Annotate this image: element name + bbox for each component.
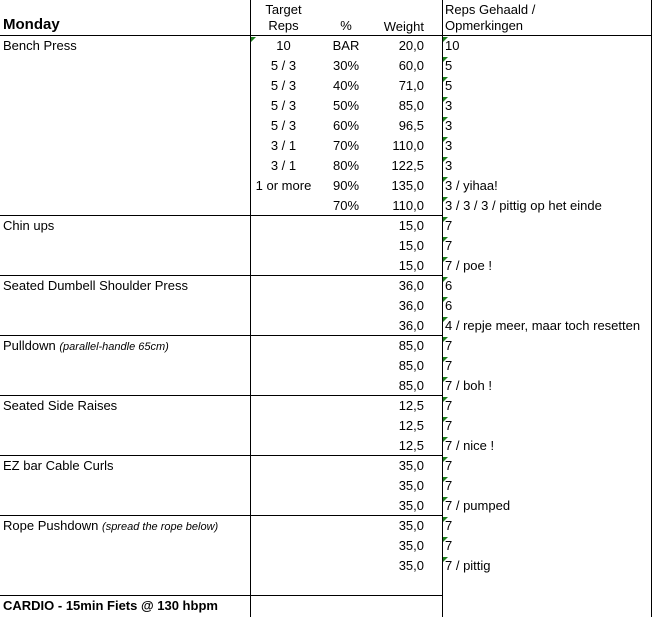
weight-cell: 96,5: [398, 118, 424, 133]
weight-cell: 35,0: [398, 538, 424, 553]
percent-cell: [317, 556, 375, 576]
comment-indicator-icon: [443, 137, 448, 142]
weight-cell: 85,0: [398, 338, 424, 353]
set-row: [0, 156, 652, 176]
reps-cell: 7: [445, 338, 453, 353]
comment-indicator-icon: [443, 437, 448, 442]
reps-cell: 3 / yihaa!: [445, 178, 498, 193]
weight-cell: 36,0: [398, 298, 424, 313]
weight-cell: 71,0: [398, 78, 424, 93]
set-row: [0, 176, 652, 196]
set-row: [0, 496, 652, 516]
reps-cell: 5: [445, 58, 453, 73]
target-reps-cell: 3 / 1: [270, 138, 297, 153]
percent-cell: [317, 316, 375, 336]
comment-indicator-icon: [443, 97, 448, 102]
set-row: [0, 316, 652, 336]
reps-cell: 7: [445, 518, 453, 533]
exercise-label: EZ bar Cable Curls: [3, 458, 114, 473]
weight-cell: 85,0: [398, 358, 424, 373]
percent-cell: [317, 336, 375, 356]
comment-indicator-icon: [443, 337, 448, 342]
percent-cell: 40%: [332, 78, 360, 93]
target-reps-cell: 5 / 3: [270, 118, 297, 133]
target-reps-cell: [250, 376, 317, 396]
set-row: [0, 56, 652, 76]
comment-indicator-icon: [443, 177, 448, 182]
set-row: [0, 476, 652, 496]
weight-cell: 36,0: [398, 278, 424, 293]
target-reps-cell: [250, 436, 317, 456]
target-reps-cell: [250, 336, 317, 356]
percent-cell: [317, 476, 375, 496]
weight-cell: 36,0: [398, 318, 424, 333]
target-reps-cell: [250, 236, 317, 256]
comment-indicator-icon: [443, 237, 448, 242]
exercise-label: Seated Dumbell Shoulder Press: [3, 278, 188, 293]
weight-cell: 35,0: [398, 458, 424, 473]
reps-cell: 6: [445, 298, 453, 313]
set-row: [0, 516, 652, 536]
set-row: [0, 336, 652, 356]
comment-indicator-icon: [443, 57, 448, 62]
reps-cell: 7: [445, 218, 453, 233]
percent-cell: 30%: [332, 58, 360, 73]
target-reps-cell: [250, 256, 317, 276]
set-row: [0, 236, 652, 256]
exercise-name: [3, 396, 117, 416]
exercise-name: [3, 276, 188, 296]
comment-indicator-icon: [443, 217, 448, 222]
comment-indicator-icon: [443, 557, 448, 562]
comment-indicator-icon: [443, 197, 448, 202]
set-row: [0, 136, 652, 156]
set-row: [0, 556, 652, 576]
reps-cell: 7 / boh !: [445, 378, 492, 393]
target-reps-cell: 5 / 3: [270, 58, 297, 73]
comment-indicator-icon: [443, 517, 448, 522]
reps-cell: 3: [445, 138, 453, 153]
exercise-label: Seated Side Raises: [3, 398, 118, 413]
weight-cell: 122,5: [391, 158, 424, 173]
day-title: Monday: [3, 16, 60, 33]
target-reps-cell: [250, 496, 317, 516]
exercise-name: [3, 516, 218, 536]
percent-cell: [317, 376, 375, 396]
percent-cell: 70%: [332, 138, 360, 153]
comment-indicator-icon: [443, 297, 448, 302]
comment-indicator-icon: [443, 477, 448, 482]
weight-cell: 15,0: [398, 238, 424, 253]
reps-cell: 3: [445, 118, 453, 133]
percent-cell: 50%: [332, 98, 360, 113]
target-reps-cell: 10: [276, 38, 291, 53]
reps-cell: 7 / pittig: [445, 558, 491, 573]
set-row: [0, 116, 652, 136]
percent-cell: 70%: [332, 198, 360, 213]
percent-cell: 80%: [332, 158, 360, 173]
weight-header: Weight: [383, 19, 424, 34]
percent-cell: [317, 416, 375, 436]
weight-cell: 85,0: [398, 98, 424, 113]
comment-indicator-icon: [251, 37, 256, 42]
weight-cell: 35,0: [398, 478, 424, 493]
comment-indicator-icon: [443, 397, 448, 402]
reps-cell: 5: [445, 78, 453, 93]
target-reps-cell: [250, 516, 317, 536]
comment-indicator-icon: [443, 77, 448, 82]
reps-cell: 7: [445, 358, 453, 373]
set-row: [0, 536, 652, 556]
set-row: [0, 216, 652, 236]
percent-cell: [317, 396, 375, 416]
percent-cell: [317, 436, 375, 456]
set-row: [0, 416, 652, 436]
exercise-note: (parallel-handle 65cm): [59, 341, 169, 353]
reps-cell: 7: [445, 418, 453, 433]
reps-cell: 7: [445, 238, 453, 253]
set-row: [0, 196, 652, 216]
percent-cell: [317, 496, 375, 516]
percent-cell: [317, 456, 375, 476]
target-reps-cell: 5 / 3: [270, 98, 297, 113]
reps-cell: 7 / poe !: [445, 258, 492, 273]
target-reps-cell: [250, 536, 317, 556]
target-reps-cell: [250, 216, 317, 236]
reps-achieved-header: Reps Gehaald / Opmerkingen: [445, 2, 536, 33]
percent-cell: [317, 296, 375, 316]
target-reps-cell: [250, 316, 317, 336]
target-reps-cell: 1 or more: [255, 178, 312, 193]
weight-cell: 60,0: [398, 58, 424, 73]
comment-indicator-icon: [443, 357, 448, 362]
reps-cell: 7 / nice !: [445, 438, 495, 453]
target-reps-cell: [250, 396, 317, 416]
comment-indicator-icon: [443, 537, 448, 542]
exercise-name: [3, 336, 169, 356]
percent-cell: [317, 216, 375, 236]
weight-cell: 35,0: [398, 558, 424, 573]
percent-cell: [317, 536, 375, 556]
target-reps-cell: [250, 356, 317, 376]
comment-indicator-icon: [443, 257, 448, 262]
reps-cell: 7: [445, 478, 453, 493]
weight-cell: 85,0: [398, 378, 424, 393]
set-row: [0, 436, 652, 456]
weight-cell: 12,5: [398, 398, 424, 413]
comment-indicator-icon: [443, 417, 448, 422]
weight-cell: 110,0: [392, 138, 424, 153]
reps-cell: 3 / 3 / 3 / pittig op het einde: [445, 198, 602, 213]
weight-cell: 35,0: [398, 518, 424, 533]
reps-cell: 3: [445, 98, 453, 113]
weight-cell: 110,0: [392, 198, 424, 213]
target-reps-cell: [250, 456, 317, 476]
cardio-note: CARDIO - 15min Fiets @ 130 hbpm: [3, 598, 218, 613]
reps-cell: 3: [445, 158, 453, 173]
percent-cell: [317, 516, 375, 536]
weight-cell: 15,0: [398, 258, 424, 273]
comment-indicator-icon: [443, 157, 448, 162]
set-row: [0, 376, 652, 396]
comment-indicator-icon: [443, 377, 448, 382]
reps-cell: 4 / repje meer, maar toch resetten: [445, 318, 641, 333]
exercise-label: Bench Press: [3, 38, 77, 53]
comment-indicator-icon: [443, 317, 448, 322]
exercise-name: [3, 216, 54, 236]
percent-cell: 60%: [332, 118, 360, 133]
reps-cell: 7 / pumped: [445, 498, 511, 513]
reps-cell: 7: [445, 538, 453, 553]
weight-cell: 35,0: [398, 498, 424, 513]
percent-cell: BAR: [332, 38, 360, 53]
exercise-name: [3, 36, 77, 56]
target-reps-cell: [250, 196, 317, 216]
target-reps-cell: 3 / 1: [270, 158, 297, 173]
reps-cell: 10: [445, 38, 460, 53]
set-row: [0, 96, 652, 116]
set-row: [0, 256, 652, 276]
comment-indicator-icon: [443, 277, 448, 282]
exercise-label: Pulldown: [3, 338, 56, 353]
target-reps-cell: [250, 416, 317, 436]
target-reps-cell: 5 / 3: [270, 78, 297, 93]
percent-header: %: [340, 18, 352, 33]
target-reps-header: Target Reps: [265, 2, 302, 33]
weight-cell: 12,5: [398, 438, 424, 453]
exercise-label: Chin ups: [3, 218, 55, 233]
percent-cell: [317, 256, 375, 276]
comment-indicator-icon: [443, 457, 448, 462]
set-row: [0, 276, 652, 296]
weight-cell: 12,5: [398, 418, 424, 433]
comment-indicator-icon: [443, 117, 448, 122]
comment-indicator-icon: [443, 37, 448, 42]
percent-cell: [317, 236, 375, 256]
set-row: [0, 356, 652, 376]
set-row: [0, 76, 652, 96]
set-row: [0, 456, 652, 476]
exercise-name: [3, 456, 114, 476]
weight-cell: 135,0: [391, 178, 424, 193]
set-row: [0, 296, 652, 316]
reps-cell: 7: [445, 458, 453, 473]
percent-cell: [317, 356, 375, 376]
set-row: [0, 36, 652, 56]
weight-cell: 20,0: [398, 38, 424, 53]
comment-indicator-icon: [443, 497, 448, 502]
set-row: [0, 396, 652, 416]
weight-cell: 15,0: [398, 218, 424, 233]
percent-cell: [317, 276, 375, 296]
percent-cell: 90%: [332, 178, 360, 193]
target-reps-cell: [250, 476, 317, 496]
target-reps-cell: [250, 276, 317, 296]
exercise-note: (spread the rope below): [102, 521, 219, 533]
reps-cell: 6: [445, 278, 453, 293]
reps-cell: 7: [445, 398, 453, 413]
target-reps-cell: [250, 556, 317, 576]
target-reps-cell: [250, 296, 317, 316]
exercise-label: Rope Pushdown: [3, 518, 99, 533]
